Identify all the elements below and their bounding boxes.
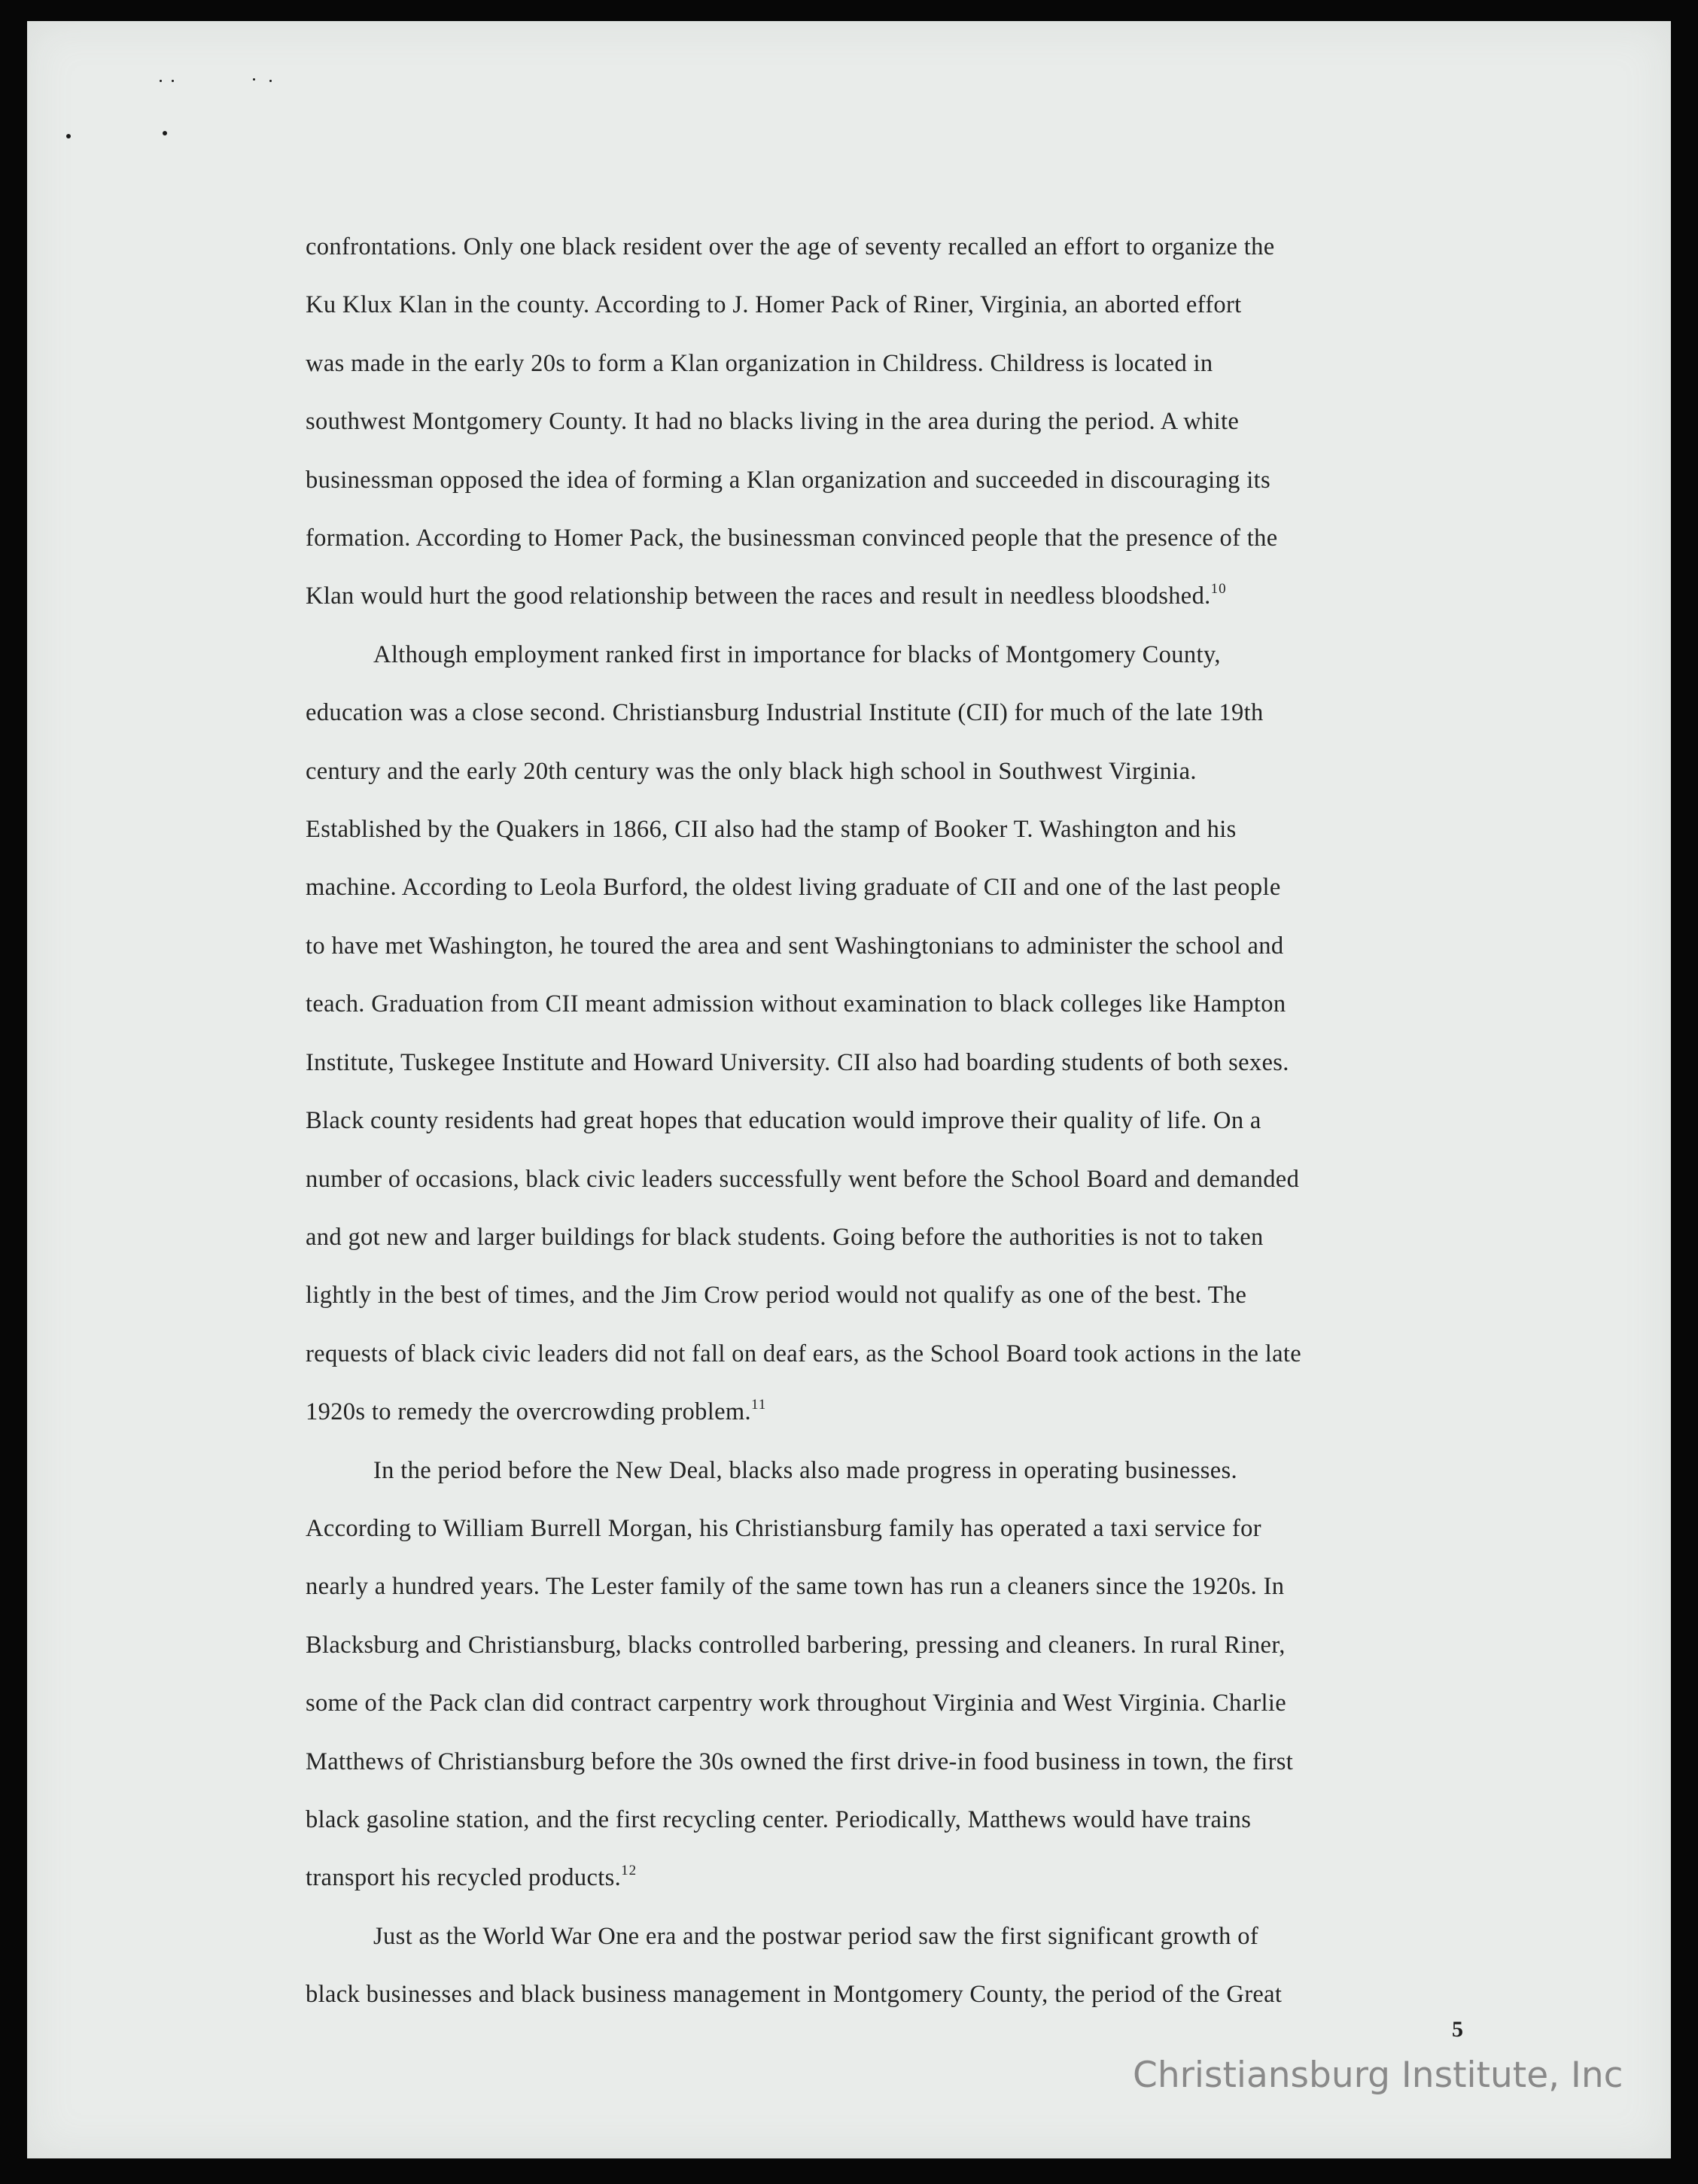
body-text [306,218,1468,2024]
text-line-content: teach. Graduation from CII meant admission without examination to black colleges like Hampton [306,990,1286,1018]
scan-speck [172,80,174,82]
scan-speck [253,78,255,81]
page-number: 5 [1452,2017,1463,2042]
footnote-reference: 10 [1210,581,1227,598]
text-line-content: black businesses and black business management in Montgomery County, the period of the Great [306,1981,1283,2009]
text-line [306,1849,1468,1907]
text-line [306,1442,1468,1500]
text-line-content: nearly a hundred years. The Lester family of the same town has run a cleaners since the 1920s. In [306,1573,1285,1601]
text-line-content: Blacksburg and Christiansburg, blacks controlled barbering, pressing and cleaners. In rural Riner, [306,1631,1286,1659]
text-line [306,917,1468,975]
scan-speck [269,80,272,82]
text-line [306,859,1468,917]
text-line-content: and got new and larger buildings for black students. Going before the authorities is not to taken [306,1223,1264,1251]
text-line-content: requests of black civic leaders did not fall on deaf ears, as the School Board took actions in the late [306,1340,1302,1367]
text-line [306,335,1468,393]
text-line-content: some of the Pack clan did contract carpentry work throughout Virginia and West Virginia. Charlie [306,1690,1287,1717]
text-line [306,276,1468,334]
footnote-reference: 12 [621,1863,638,1879]
text-line-content: lightly in the best of times, and the Jim Crow period would not qualify as one of the best. The [306,1282,1247,1309]
text-line-content: businessman opposed the idea of forming a Klan organization and succeeded in discouraging its [306,466,1270,494]
text-line [306,1500,1468,1558]
scan-speck [66,134,71,138]
text-line [306,1151,1468,1209]
text-line-content: Black county residents had great hopes that education would improve their quality of life. On a [306,1107,1261,1135]
text-line-content: black gasoline station, and the first recycling center. Periodically, Matthews would have trains [306,1805,1252,1833]
text-line [306,1733,1468,1791]
text-line-content: formation. According to Homer Pack, the businessman convinced people that the presence of the [306,525,1278,552]
text-line-content: Klan would hurt the good relationship between the races and result in needless bloodshed. [306,583,1211,610]
text-line [306,975,1468,1033]
text-line-content: Institute, Tuskegee Institute and Howard University. CII also had boarding students of both sexes. [306,1048,1289,1076]
text-line [306,509,1468,567]
scan-speck [163,131,167,135]
text-line [306,1325,1468,1383]
text-line-content: Matthews of Christiansburg before the 30s owned the first drive-in food business in town, the first [306,1748,1294,1775]
text-line [306,1791,1468,1849]
watermark: Christiansburg Institute, Inc [1133,2055,1623,2096]
text-line [306,393,1468,451]
text-line [306,1383,1468,1441]
text-line-content: machine. According to Leola Burford, the oldest living graduate of CII and one of the last people [306,874,1281,902]
text-line [306,801,1468,859]
text-line-content: was made in the early 20s to form a Klan organization in Childress. Childress is located in [306,349,1213,377]
text-line [306,1209,1468,1267]
text-line [306,1558,1468,1616]
text-line-content: Ku Klux Klan in the county. According to J. Homer Pack of Riner, Virginia, an aborted effort [306,291,1242,319]
text-line [306,626,1468,684]
text-line-content: century and the early 20th century was the only black high school in Southwest Virginia. [306,757,1197,785]
text-line-content: to have met Washington, he toured the area and sent Washingtonians to administer the school and [306,932,1284,960]
text-line-content: According to William Burrell Morgan, his Christiansburg family has operated a taxi service for [306,1514,1261,1542]
text-line-content: Established by the Quakers in 1866, CII also had the stamp of Booker T. Washington and his [306,816,1237,844]
text-line [306,218,1468,276]
text-line [306,1966,1468,2024]
footnote-reference: 11 [751,1397,767,1413]
text-line-content: In the period before the New Deal, blacks also made progress in operating businesses. [373,1456,1237,1484]
document-page [27,21,1671,2158]
text-line [306,452,1468,509]
text-line-content: Although employment ranked first in importance for blacks of Montgomery County, [373,640,1221,668]
text-line [306,1908,1468,1966]
scan-speck [160,80,162,82]
text-line-content: number of occasions, black civic leaders successfully went before the School Board and demanded [306,1165,1300,1193]
text-line [306,1092,1468,1150]
text-line [306,1034,1468,1092]
text-line [306,1267,1468,1325]
text-line-content: 1920s to remedy the overcrowding problem. [306,1398,751,1426]
text-line-content: southwest Montgomery County. It had no blacks living in the area during the period. A white [306,408,1240,436]
text-line-content: confrontations. Only one black resident over the age of seventy recalled an effort to organize the [306,233,1275,260]
text-line [306,1675,1468,1732]
text-line [306,1617,1468,1675]
text-line-content: education was a close second. Christiansburg Industrial Institute (CII) for much of the late 19th [306,699,1264,727]
text-line [306,684,1468,742]
text-line [306,567,1468,625]
text-line [306,743,1468,801]
text-line-content: Just as the World War One era and the postwar period saw the first significant growth of [373,1922,1259,1950]
text-line-content: transport his recycled products. [306,1864,622,1892]
